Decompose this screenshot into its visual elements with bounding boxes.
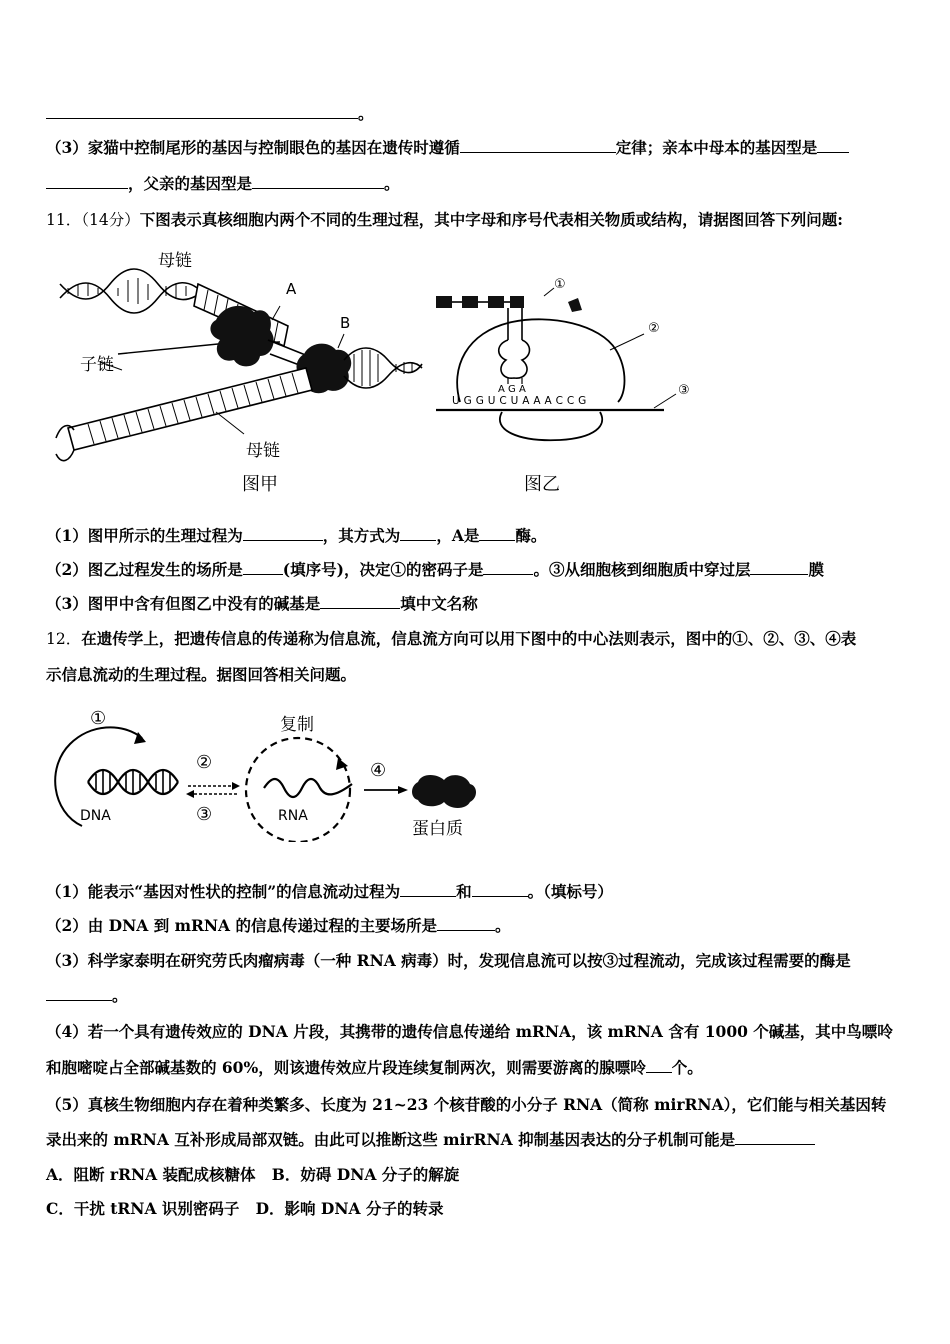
- q12-part4-line2: 和胞嘧啶占全部碱基数的 60%，则该遗传效应片段连续复制两次，则需要游离的腺嘌呤 个。: [46, 1058, 703, 1077]
- q12-part3-line2: 。: [46, 986, 128, 1006]
- answer-blank[interactable]: [46, 104, 358, 119]
- rna-label: RNA: [278, 808, 308, 824]
- answer-blank[interactable]: [460, 138, 616, 153]
- figure-jia: [48, 244, 428, 500]
- answer-blank[interactable]: [46, 174, 128, 189]
- q12-stem-line1: 12．在遗传学上，把遗传信息的传递称为信息流，信息流方向可以用下图中的中心法则表示，图中的①、②、③、④表: [46, 629, 857, 648]
- answer-blank[interactable]: [735, 1130, 815, 1145]
- answer-line-prev: 。: [46, 104, 374, 124]
- q12-part1: （1）能表示“基因对性状的控制”的信息流动过程为 和 。（填标号）: [46, 882, 613, 901]
- circle-label-2: ②: [196, 752, 213, 773]
- replicate-label: 复制: [280, 715, 314, 735]
- q11-stem: 11．（14分）下图表示真核细胞内两个不同的生理过程，其中字母和序号代表相关物质或结构，请据图回答下列问题:: [46, 210, 843, 229]
- q12-part5-line2: 录出来的 mRNA 互补形成局部双链。由此可以推断这些 mirRNA 抑制基因表达的分子机制可能是: [46, 1130, 815, 1150]
- protein-label: 蛋白质: [412, 819, 463, 839]
- option-a[interactable]: A．阻断 rRNA 装配成核糖体: [46, 1165, 256, 1184]
- answer-blank[interactable]: [243, 560, 283, 575]
- answer-blank[interactable]: [817, 138, 849, 153]
- option-b[interactable]: B．妨碍 DNA 分子的解旋: [271, 1165, 460, 1184]
- label-B: B: [340, 314, 351, 332]
- answer-blank[interactable]: [479, 526, 515, 541]
- marker-3: ③: [678, 383, 690, 398]
- q12-part4-line1: （4）若一个具有遗传效应的 DNA 片段，其携带的遗传信息传递给 mRNA，该 mRNA 含有 1000 个碱基，其中鸟嘌呤: [46, 1022, 893, 1041]
- q12-stem-line2: 示信息流动的生理过程。据图回答相关问题。: [46, 665, 357, 684]
- q10-part3-line1: （3）家猫中控制尾形的基因与控制眼色的基因在遗传时遵循 定律；亲本中母本的基因型是: [46, 138, 849, 158]
- label-A: A: [286, 280, 297, 298]
- answer-blank[interactable]: [46, 986, 112, 1001]
- figure-yi: [430, 270, 700, 500]
- q11-part1: （1）图甲所示的生理过程为 ，其方式为 ，A是 酶。: [46, 526, 547, 545]
- answer-blank[interactable]: [483, 560, 533, 575]
- q11-part2: （2）图乙过程发生的场所是 (填序号)，决定①的密码子是 。③从细胞核到细胞质中穿过层 膜: [46, 560, 824, 579]
- option-c[interactable]: C．干扰 tRNA 识别密码子: [46, 1199, 240, 1218]
- marker-2: ②: [648, 321, 660, 336]
- answer-blank[interactable]: [400, 882, 456, 897]
- answer-blank[interactable]: [750, 560, 808, 575]
- q12-part5-line1: （5）真核生物细胞内存在着种类繁多、长度为 21~23 个核苷酸的小分子 RNA（简称 mirRNA），它们能与相关基因转: [46, 1095, 887, 1114]
- answer-blank[interactable]: [252, 174, 384, 189]
- label-mother-strand-top: 母链: [158, 251, 192, 271]
- q11-part3: （3）图甲中含有但图乙中没有的碱基是 填中文名称: [46, 594, 478, 613]
- option-d[interactable]: D．影响 DNA 分子的转录: [255, 1199, 444, 1218]
- mrna-sequence: U G G U C U A A A C C G: [452, 395, 587, 407]
- answer-blank[interactable]: [437, 916, 495, 931]
- circle-label-4: ④: [370, 760, 387, 781]
- figure-central-dogma: [46, 702, 486, 842]
- circle-label-3: ③: [196, 804, 213, 825]
- answer-blank[interactable]: [400, 526, 436, 541]
- label-mother-strand-bottom: 母链: [246, 441, 280, 461]
- figure-yi-caption: 图乙: [524, 474, 560, 495]
- q10-part3-line2: ，父亲的基因型是 。: [46, 174, 400, 194]
- figure-jia-caption: 图甲: [242, 474, 278, 495]
- answer-blank[interactable]: [472, 882, 528, 897]
- answer-blank[interactable]: [243, 526, 323, 541]
- marker-1: ①: [554, 277, 566, 292]
- options-cd: [46, 1199, 443, 1219]
- answer-blank[interactable]: [646, 1058, 672, 1073]
- circle-label-1: ①: [90, 708, 107, 729]
- options-ab: [46, 1165, 459, 1185]
- q12-part2: （2）由 DNA 到 mRNA 的信息传递过程的主要场所是 。: [46, 916, 511, 935]
- anticodon: A G A: [498, 384, 526, 395]
- answer-blank[interactable]: [320, 594, 400, 609]
- q12-part3-line1: （3）科学家泰明在研究劳氏肉瘤病毒（一种 RNA 病毒）时，发现信息流可以按③过程流动，完成该过程需要的酶是: [46, 951, 851, 970]
- dna-label: DNA: [80, 808, 111, 824]
- label-child-strand: 子链: [80, 355, 114, 375]
